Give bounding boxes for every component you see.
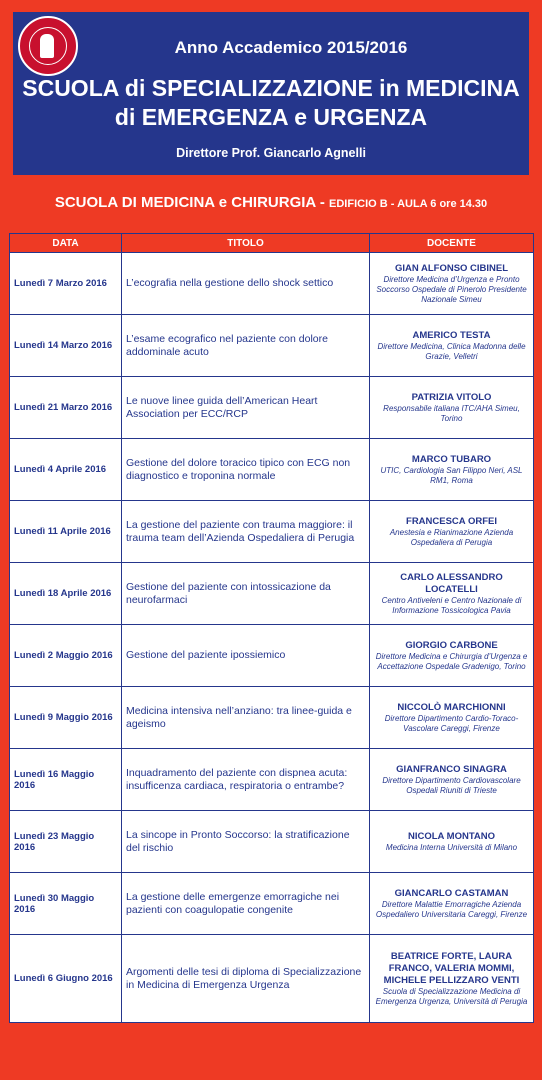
table-row bbox=[10, 749, 534, 811]
teacher-role: Scuola di Specializzazione Medicina di Emergenza Urgenza, Università di Perugia bbox=[375, 986, 528, 1006]
row-date: Lunedì 23 Maggio 2016 bbox=[10, 811, 122, 873]
table-row bbox=[10, 253, 534, 315]
row-title: La sincope in Pronto Soccorso: la stratificazione del rischio bbox=[122, 811, 370, 873]
row-title: Inquadramento del paziente con dispnea acuta: insufficenza cardiaca, respiratoria o entrambe? bbox=[122, 749, 370, 811]
row-date: Lunedì 14 Marzo 2016 bbox=[10, 315, 122, 377]
row-date: Lunedì 16 Maggio 2016 bbox=[10, 749, 122, 811]
teacher-role: Medicina Interna Università di Milano bbox=[385, 842, 518, 852]
teacher-role: Direttore Medicina e Chirurgia d’Urgenza e Accettazione Ospedale Gradenigo, Torino bbox=[375, 651, 528, 671]
teacher-role: Direttore Malattie Emorragiche Azienda Ospedaliero Universitaria Careggi, Firenze bbox=[375, 899, 528, 919]
header-date: DATA bbox=[10, 234, 122, 253]
location-separator: - bbox=[315, 194, 330, 211]
row-date: Lunedì 9 Maggio 2016 bbox=[10, 687, 122, 749]
row-title: L’ecografia nella gestione dello shock settico bbox=[122, 253, 370, 315]
row-teacher bbox=[370, 749, 534, 811]
row-teacher bbox=[370, 315, 534, 377]
row-date: Lunedì 18 Aprile 2016 bbox=[10, 563, 122, 625]
director-line: Direttore Prof. Giancarlo Agnelli bbox=[176, 146, 366, 160]
location-main: SCUOLA DI MEDICINA e CHIRURGIA bbox=[54, 194, 316, 211]
teacher-name: BEATRICE FORTE, LAURA FRANCO, VALERIA MOMMI, MICHELE PELLIZZARO VENTI bbox=[383, 950, 520, 986]
row-title: Gestione del paziente con intossicazione da neurofarmaci bbox=[122, 563, 370, 625]
row-title: Argomenti delle tesi di diploma di Specializzazione in Medicina di Emergenza Urgenza bbox=[122, 935, 370, 1023]
table-row bbox=[10, 315, 534, 377]
table-row bbox=[10, 873, 534, 935]
row-teacher bbox=[370, 811, 534, 873]
row-title: Le nuove linee guida dell’American Heart Association per ECC/RCP bbox=[122, 377, 370, 439]
teacher-name: NICCOLÒ MARCHIONNI bbox=[397, 701, 506, 713]
row-title: La gestione del paziente con trauma maggiore: il trauma team dell’Azienda Ospedaliera di Perugia bbox=[122, 501, 370, 563]
row-date: Lunedì 6 Giugno 2016 bbox=[10, 935, 122, 1023]
teacher-name: PATRIZIA VITOLO bbox=[411, 391, 492, 403]
row-date: Lunedì 4 Aprile 2016 bbox=[10, 439, 122, 501]
teacher-name: GIAN ALFONSO CIBINEL bbox=[394, 262, 509, 274]
teacher-role: Direttore Dipartimento Cardio-Toraco-Vascolare Careggi, Firenze bbox=[384, 713, 519, 733]
row-title: La gestione delle emergenze emorragiche nei pazienti con coagulopatie congenite bbox=[122, 873, 370, 935]
school-title-line1: SCUOLA di SPECIALIZZAZIONE in MEDICINA bbox=[22, 75, 520, 101]
teacher-role: UTIC, Cardiologia San Filippo Neri, ASL RM1, Roma bbox=[380, 465, 523, 485]
table-row bbox=[10, 935, 534, 1023]
school-title-line2: di EMERGENZA e URGENZA bbox=[114, 104, 428, 130]
row-date: Lunedì 11 Aprile 2016 bbox=[10, 501, 122, 563]
teacher-name: AMERICO TESTA bbox=[412, 329, 491, 341]
schedule-table bbox=[9, 233, 534, 1023]
teacher-role: Anestesia e Rianimazione Azienda Ospedaliera di Perugia bbox=[389, 527, 514, 547]
row-teacher bbox=[370, 253, 534, 315]
teacher-name: GIANFRANCO SINAGRA bbox=[396, 763, 507, 775]
table-row bbox=[10, 625, 534, 687]
row-date: Lunedì 7 Marzo 2016 bbox=[10, 253, 122, 315]
table-header-row bbox=[10, 234, 534, 253]
row-teacher bbox=[370, 935, 534, 1023]
header-teacher: DOCENTE bbox=[370, 234, 534, 253]
row-title: Medicina intensiva nell’anziano: tra linee-guida e ageismo bbox=[122, 687, 370, 749]
row-teacher bbox=[370, 377, 534, 439]
row-title: Gestione del paziente ipossiemico bbox=[122, 625, 370, 687]
teacher-name: FRANCESCA ORFEI bbox=[406, 515, 497, 527]
row-teacher bbox=[370, 625, 534, 687]
row-teacher bbox=[370, 439, 534, 501]
teacher-name: GIANCARLO CASTAMAN bbox=[394, 887, 509, 899]
row-teacher bbox=[370, 501, 534, 563]
row-date: Lunedì 2 Maggio 2016 bbox=[10, 625, 122, 687]
schedule-table-wrapper bbox=[9, 233, 533, 1023]
teacher-name: NICOLA MONTANO bbox=[407, 830, 496, 842]
table-row bbox=[10, 501, 534, 563]
teacher-name: GIORGIO CARBONE bbox=[405, 639, 498, 651]
table-row bbox=[10, 563, 534, 625]
row-teacher bbox=[370, 873, 534, 935]
academic-year: Anno Accademico 2015/2016 bbox=[174, 38, 408, 57]
table-row bbox=[10, 377, 534, 439]
header-banner bbox=[13, 12, 529, 175]
row-date: Lunedì 21 Marzo 2016 bbox=[10, 377, 122, 439]
header-title: TITOLO bbox=[122, 234, 370, 253]
teacher-role: Direttore Dipartimento Cardiovascolare Ospedali Riuniti di Trieste bbox=[382, 775, 521, 795]
location-detail: EDIFICIO B - AULA 6 ore 14.30 bbox=[329, 198, 488, 210]
row-teacher bbox=[370, 563, 534, 625]
teacher-role: Centro Antiveleni e Centro Nazionale di Informazione Tossicologica Pavia bbox=[381, 595, 522, 615]
teacher-name: CARLO ALESSANDRO LOCATELLI bbox=[400, 571, 503, 595]
location-line bbox=[0, 194, 542, 212]
table-row bbox=[10, 439, 534, 501]
table-row bbox=[10, 687, 534, 749]
row-title: L’esame ecografico nel paziente con dolore addominale acuto bbox=[122, 315, 370, 377]
school-title bbox=[13, 74, 529, 132]
row-title: Gestione del dolore toracico tipico con ECG non diagnostico e troponina normale bbox=[122, 439, 370, 501]
row-teacher bbox=[370, 687, 534, 749]
table-row bbox=[10, 811, 534, 873]
teacher-name: MARCO TUBARO bbox=[411, 453, 492, 465]
teacher-role: Direttore Medicina d’Urgenza e Pronto Soccorso Ospedale di Pinerolo Presidente Nazionale Simeu bbox=[376, 274, 527, 304]
row-date: Lunedì 30 Maggio 2016 bbox=[10, 873, 122, 935]
teacher-role: Responsabile italiana ITC/AHA Simeu, Torino bbox=[383, 403, 520, 423]
teacher-role: Direttore Medicina, Clinica Madonna delle Grazie, Velletri bbox=[377, 341, 526, 361]
